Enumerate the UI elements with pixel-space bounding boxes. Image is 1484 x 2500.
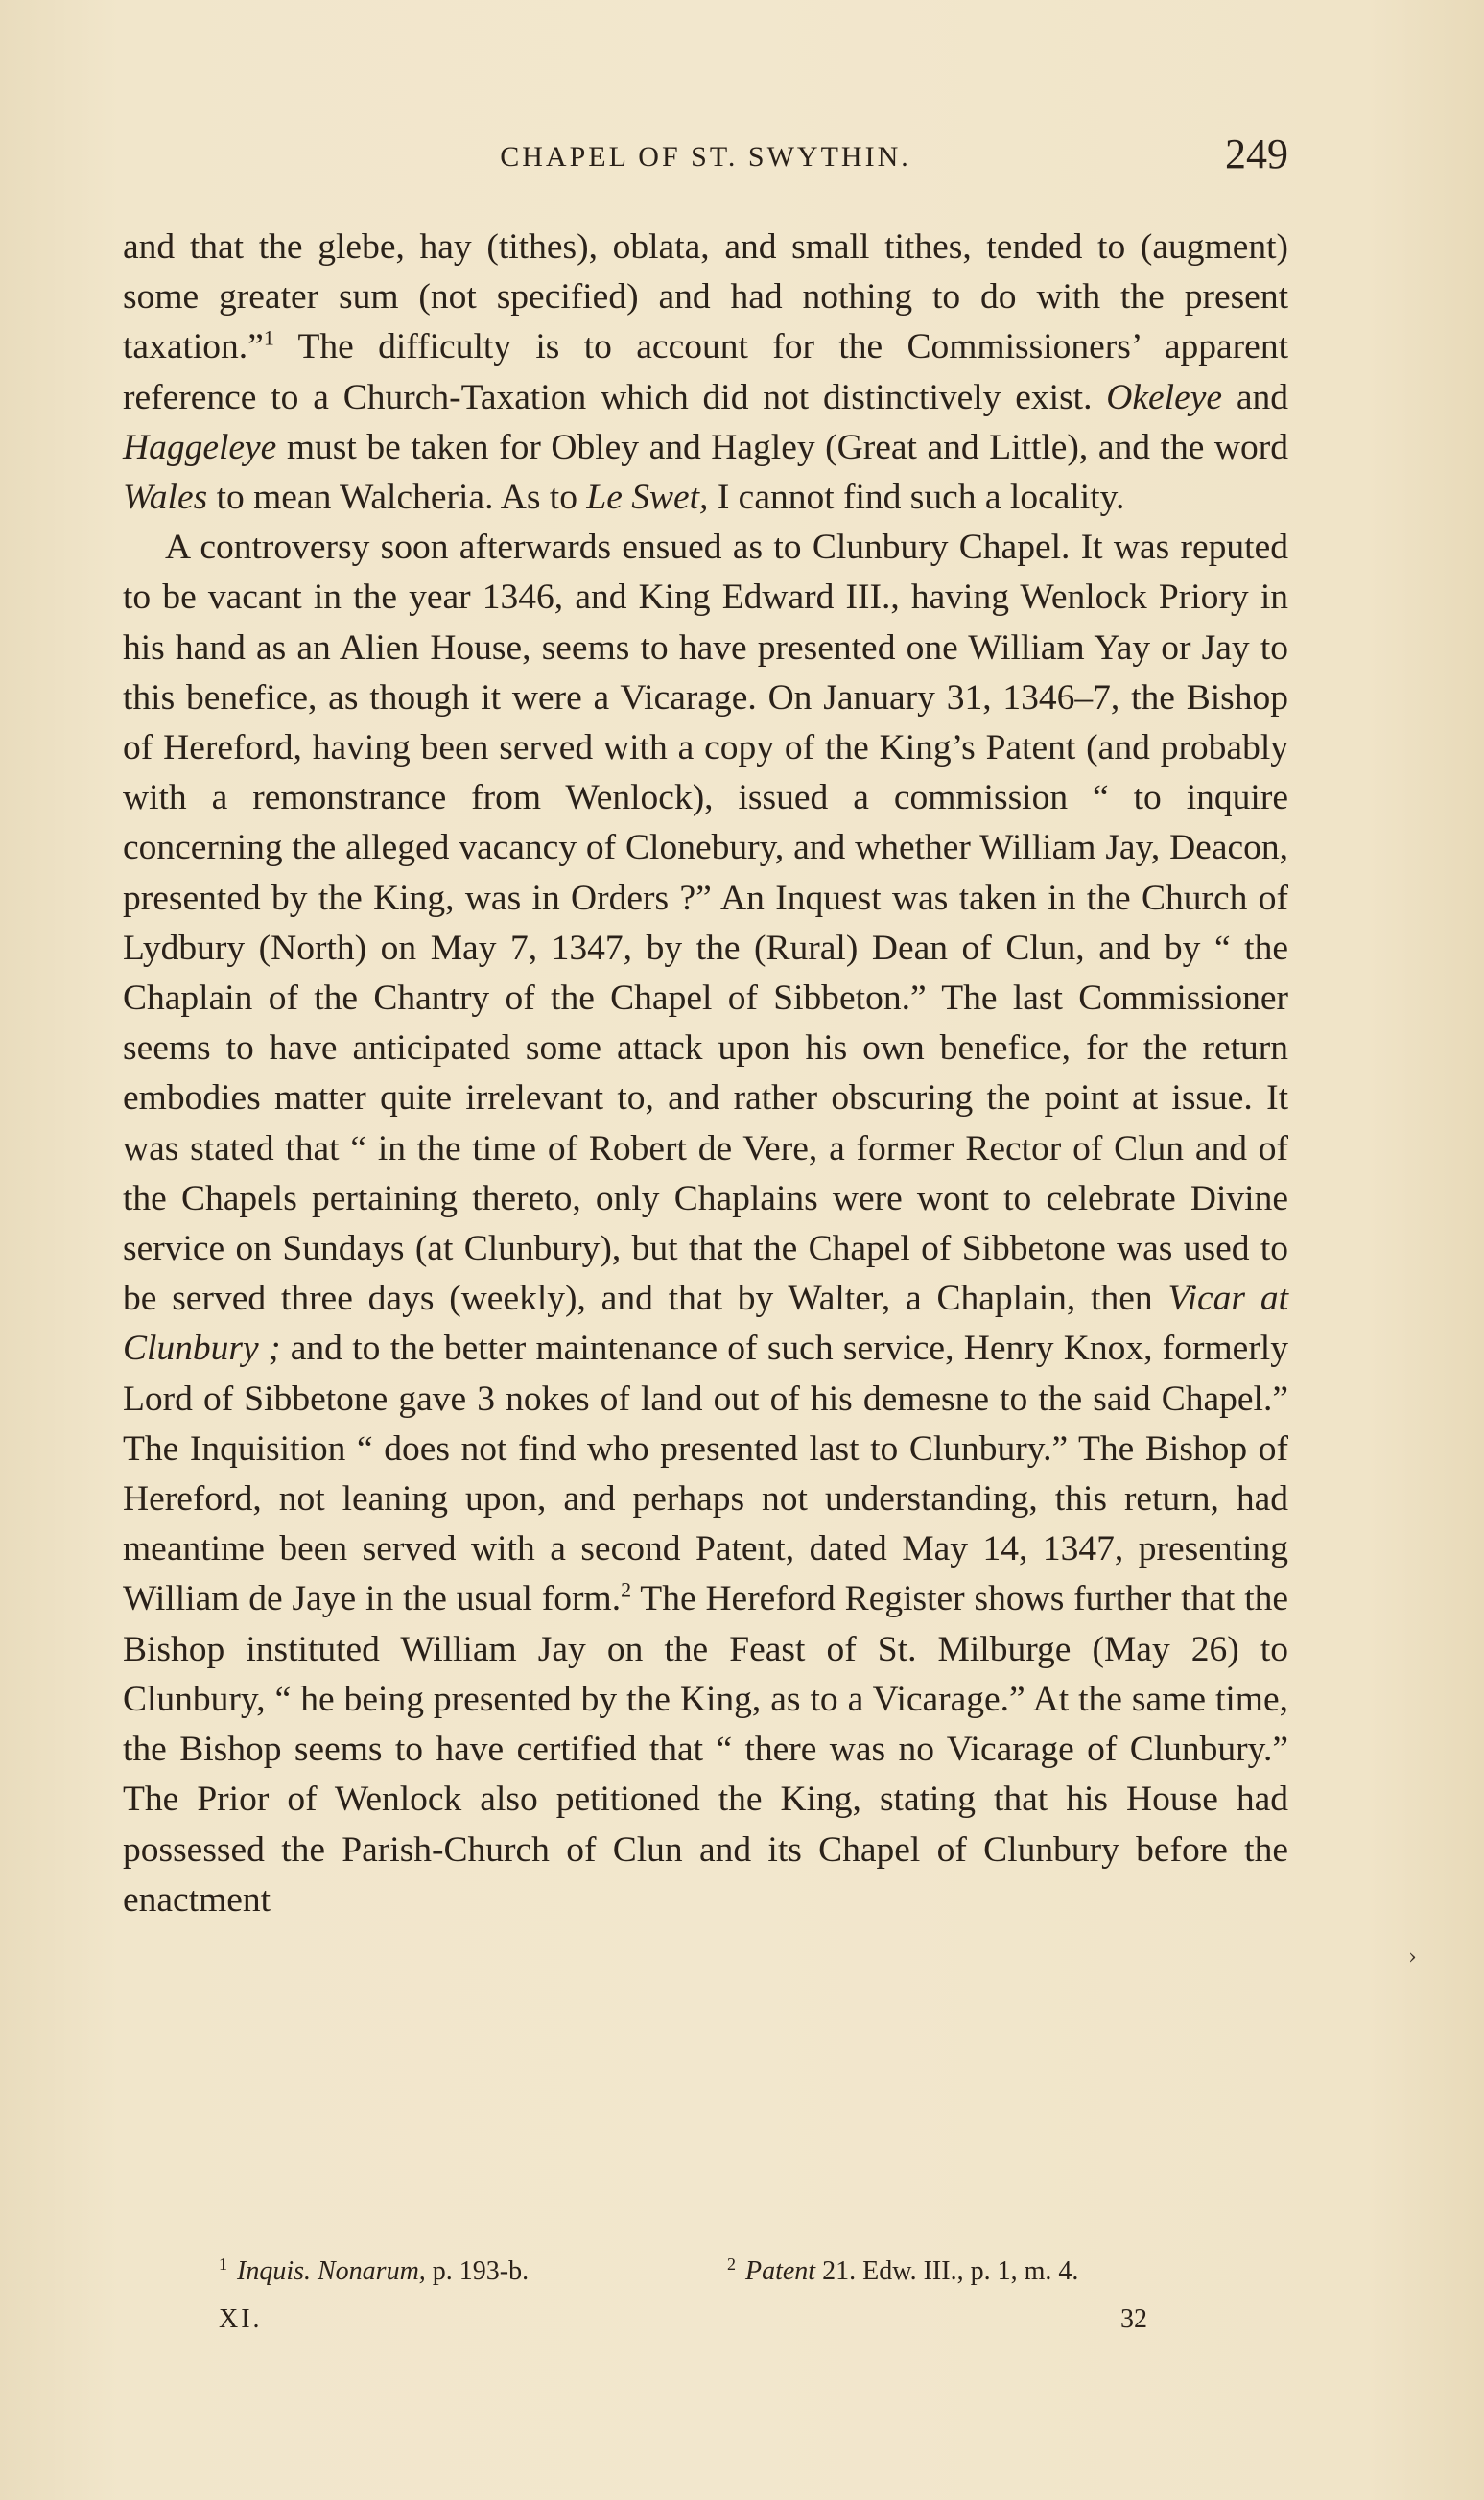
signature-line [123, 2304, 1288, 2343]
footnote-text: p. 193-b. [425, 2256, 530, 2286]
italic-term: Le Swet, [586, 478, 709, 518]
text-run: The Hereford Register shows further that the Bishop instituted William Jay on the Feast of St. Milburge (May 26) to Clunbury, “ he being presented by the King, as to a Vicarage.” At the same time, the Bishop seems to have certified that “ there was no Vicarage of Clunbury.” The Prior of Wenlock also petitioned the King, stating that his House had possessed the Parish-Church of Clun and its Chapel of Clunbury before the enactment [123, 1579, 1289, 1920]
page-number: 249 [1225, 130, 1288, 177]
paragraph-1 [123, 223, 1288, 523]
text-run: must be taken for Obley and Hagley (Great and Little), and the word [276, 427, 1288, 467]
paragraph-2 [123, 523, 1288, 1925]
italic-term: Wales [123, 478, 208, 518]
footnote-2 [727, 2253, 1079, 2287]
footnote-1 [219, 2253, 530, 2287]
page-header [123, 130, 1288, 187]
body-text [123, 223, 1288, 1925]
sheet-signature: 32 [1120, 2304, 1147, 2334]
footnote-mark: 1 [219, 2253, 227, 2274]
margin-mark: › [1408, 1946, 1417, 1969]
volume-signature: XI. [219, 2304, 263, 2334]
text-run: The difficulty is to account for the Commissioners’ apparent reference to a Church-Taxation which did not distinctively exist. [123, 327, 1288, 417]
footnote-italic: Patent [745, 2256, 816, 2286]
text-run: I cannot find such a locality. [708, 478, 1125, 518]
footnotes [123, 2253, 1288, 2295]
text-run: and that the glebe, hay (tithes), oblata, and small tithes, tended to (augment) some greater sum (not specified) and had nothing to do with the present taxation.” [123, 227, 1288, 367]
footnote-reference: 1 [263, 325, 274, 350]
italic-term: Vicar at Clunbury ; [123, 1279, 1289, 1369]
italic-term: Okeleye [1106, 377, 1223, 417]
text-run: and to the better maintenance of such service, Henry Knox, formerly Lord of Sibbetone gave 3 nokes of land out of his demesne to the said Chapel.” The Inquisition “ does not find who presented last to Clunbury.” The Bishop of Hereford, not leaning upon, and perhaps not understanding, this return, had meantime been served with a second Patent, dated May 14, 1347, presenting William de Jaye in the usual form. [123, 1329, 1288, 1619]
running-title: CHAPEL OF ST. SWYTHIN. [500, 141, 911, 173]
footnote-italic: Inquis. Nonarum, [237, 2256, 426, 2286]
text-run: A controversy soon afterwards ensued as to Clunbury Chapel. It was reputed to be vacant in the year 1346, and King Edward III., having Wenlock Priory in his hand as an Alien House, seems to have presented one William Yay or Jay to this benefice, as though it were a Vicarage. On January 31, 1346–7, the Bishop of Hereford, having been served with a copy of the King’s Patent (and probably with a remonstrance from Wenlock), issued a commission “ to inquire concerning the alleged vacancy of Clonebury, and whether William Jay, Deacon, presented by the King, was in Orders ?” An Inquest was taken in the Church of Lydbury (North) on May 7, 1347, by the (Rural) Dean of Clun, and by “ the Chaplain of the Chantry of the Chapel of Sibbeton.” The last Commissioner seems to have anticipated some attack upon his own benefice, for the return embodies matter quite irrelevant to, and rather obscuring the point at issue. It was stated that “ in the time of Robert de Vere, a former Rector of Clun and of the Chapels pertaining thereto, only Chaplains were wont to celebrate Divine service on Sundays (at Clunbury), but that the Chapel of Sibbetone was used to be served three days (weekly), and that by Walter, a Chaplain, then [123, 528, 1288, 1319]
text-run: to mean Walcheria. As to [207, 478, 587, 518]
text-run: and [1222, 377, 1288, 417]
footnote-text: 21. Edw. III., p. 1, m. 4. [815, 2256, 1079, 2286]
footnote-reference: 2 [621, 1577, 632, 1602]
footnote-mark: 2 [727, 2253, 736, 2274]
italic-term: Haggeleye [123, 427, 277, 467]
